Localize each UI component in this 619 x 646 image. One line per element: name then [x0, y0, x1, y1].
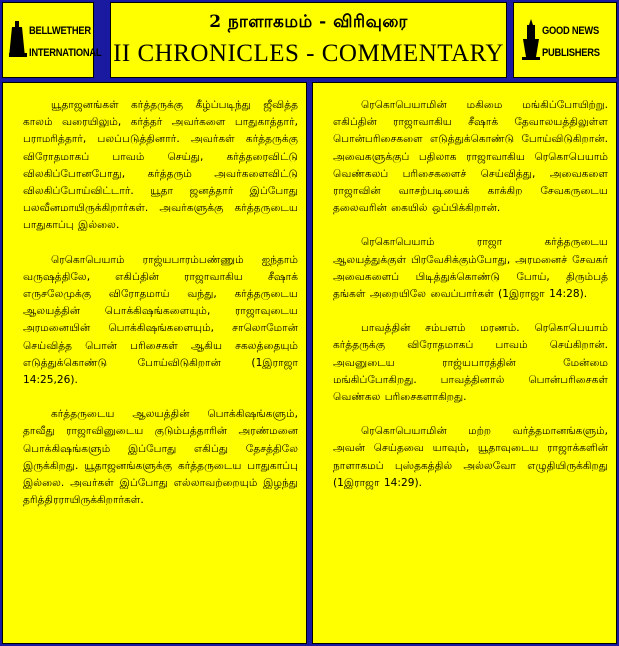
good-news-line1: GOOD NEWS	[542, 25, 599, 37]
good-news-lamp-icon	[520, 17, 542, 61]
page-header	[2, 2, 617, 80]
bellwether-line2: INTERNATIONAL	[29, 47, 102, 59]
good-news-logo	[513, 2, 617, 78]
right-paragraph-2: ரெகொபெயாம் ராஜா கர்த்தருடைய ஆலயத்துக்குள் பிரவேசிக்கும்போது, அரமனைச் சேவகர் அவைகளைப் பிடித்துக்கொண்டு போய், திரும்பத் தங்கள் அறையிலே வைப்பார்கள் (1இராஜா 14:28).	[333, 236, 608, 301]
right-paragraph-1: ரெகொபெயாமின் மகிமை மங்கிப்போயிற்று. எகிப்தின் ராஜாவாகிய சீஷாக் தேவாலயத்திலுள்ள பொன்பரிசைகளை எடுத்துக்கொண்டு போய்விடுகிறான். அவைகளுக்குப் பதிலாக ராஜாவாகிய ரெகொபெயாம் வெண்கலப் பரிசைகளைச் செய்வித்து, அவைகளை ராஜாவின் வாசற்படியைக் காக்கிற சேவகருடைய தலைவரின் கையில் ஒப்பிக்கிறான்.	[333, 99, 608, 215]
left-paragraph-1: யூதாஜனங்கள் கர்த்தருக்கு கீழ்ப்படிந்து ஜீவித்த காலம் வரையிலும், கர்த்தர் அவர்களை பாதுகாத்தார், பராமரித்தார், பலப்படுத்தினார். அவர்கள் கர்த்தருக்கு விரோதமாகப் பாவம் செய்து, கர்த்தரைவிட்டு விலகிப்போனபோது, கர்த்தரும் அவர்களைவிட்டு விலகிப்போய்விட்டார். யூதா ஜனத்தார் இப்போது பலவீனமாயிருக்கிறார்கள். அவர்களுக்கு கர்த்தருடைய பாதுகாப்பு இல்லை.	[23, 99, 298, 232]
title-english: II CHRONICLES - COMMENTARY	[113, 40, 504, 67]
title-panel	[110, 2, 507, 78]
left-paragraph-3: கர்த்தருடைய ஆலயத்தின் பொக்கிஷங்களும், தாவீது ராஜாவினுடைய குடும்பத்தாரின் அரண்மனை பொக்கிஷங்களும் இப்போது எகிப்து தேசத்திலே இருக்கிறது. யூதாஜனங்களுக்கு கர்த்தருடைய பாதுகாப்பு இல்லை. அவர்கள் இப்போது எல்லாவற்றையும் இழந்து தரித்திரராயிருக்கிறார்கள்.	[23, 408, 298, 507]
right-paragraph-3: பாவத்தின் சம்பளம் மரணம். ரெகொபெயாம் கர்த்தருக்கு விரோதமாகப் பாவம் செய்கிறான். அவனுடைய ராஜ்யபாரத்தின் மேன்மை மங்கிப்போகிறது. பாவத்தினால் பொன்பரிசைகள் வெண்கல பரிசைகளாகிறது.	[333, 322, 608, 404]
left-paragraph-2: ரெகொபெயாம் ராஜ்யபாரம்பண்ணும் ஐந்தாம் வருஷத்திலே, எகிப்தின் ராஜாவாகிய சீஷாக் எருசலேமுக்கு விரோதமாய் வந்து, கர்த்தருடைய ஆலயத்தின் பொக்கிஷங்களையும், ராஜாவுடைய அரமனையின் பொக்கிஷங்களையும், சாலொமோன் செய்வித்த பொன் பரிசைகள் ஆகிய சகலத்தையும் எடுத்துக்கொண்டு போய்விடுகிறான் (1இராஜா 14:25,26).	[23, 253, 298, 387]
good-news-line2: PUBLISHERS	[542, 47, 600, 59]
bellwether-sheep-icon	[9, 19, 29, 59]
bellwether-logo	[2, 2, 102, 78]
bellwether-line1: BELLWETHER	[29, 25, 91, 37]
left-column	[2, 82, 307, 644]
right-column	[312, 82, 617, 644]
right-paragraph-4: ரெகொபெயாமின் மற்ற வர்த்தமானங்களும், அவன் செய்தவை யாவும், யூதாவுடைய ராஜாக்களின் நாளாகமப் புஸ்தகத்தில் அல்லவோ எழுதியிருக்கிறது (1இராஜா 14:29).	[333, 425, 608, 489]
title-tamil: 2 நாளாகமம் - விரிவுரை	[209, 12, 408, 32]
